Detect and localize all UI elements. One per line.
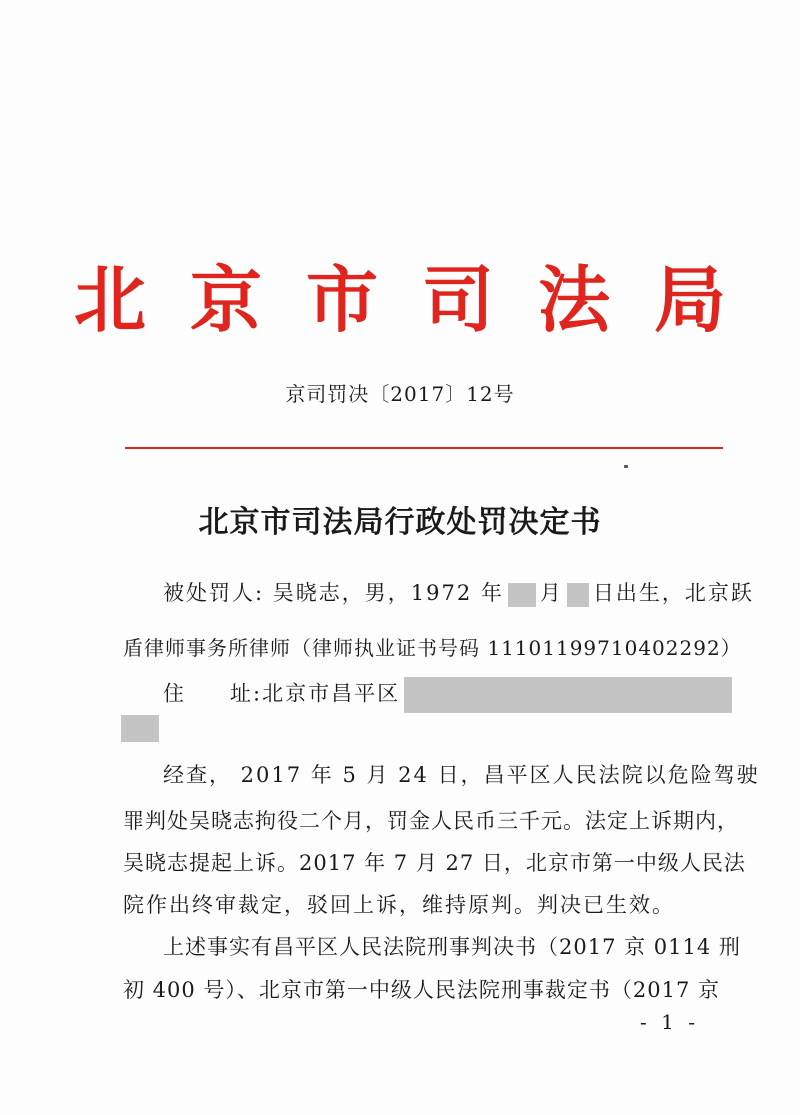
party-line-1	[163, 578, 754, 608]
para1-line-4: 院作出终审裁定，驳回上诉，维持原判。判决已生效。	[123, 893, 675, 917]
para1-line-1: 经查， 2017 年 5 月 24 日，昌平区人民法院以危险驾驶	[163, 763, 760, 787]
para1-line-3: 吴晓志提起上诉。2017 年 7 月 27 日，北京市第一中级人民法	[123, 851, 746, 875]
para1-line-2: 罪判处吴晓志拘役二个月，罚金人民币三千元。法定上诉期内，	[123, 809, 739, 833]
address-line	[163, 677, 743, 713]
party-line-1-prefix: 被处罚人: 吴晓志，男，1972 年	[163, 581, 504, 605]
redacted-month	[508, 583, 536, 607]
party-line-2: 盾律师事务所律师（律师执业证书号码 11101199710402292）	[123, 636, 742, 660]
letterhead-org-name: 北京市司法局	[73, 257, 770, 342]
party-line-1-month: 月	[539, 581, 563, 605]
para2-line-1: 上述事实有昌平区人民法院刑事判决书（2017 京 0114 刑	[163, 935, 741, 959]
address-label: 住	[163, 681, 186, 706]
address-value: 北京市昌平区	[262, 681, 401, 706]
para2-line-2: 初 400 号）、北京市第一中级人民法院刑事裁定书（2017 京	[123, 978, 721, 1002]
redacted-day	[567, 583, 589, 607]
scan-speck	[624, 465, 628, 468]
party-line-1-suffix: 日出生，北京跃	[592, 581, 754, 605]
redacted-address	[404, 677, 732, 713]
document-title: 北京市司法局行政处罚决定书	[198, 505, 602, 540]
document-number: 京司罚决〔2017〕12号	[285, 382, 515, 406]
redacted-address-continued	[121, 715, 159, 742]
red-divider-line	[125, 447, 723, 449]
address-label-2: 址:	[230, 681, 263, 706]
page-number: - 1 -	[640, 1010, 699, 1034]
